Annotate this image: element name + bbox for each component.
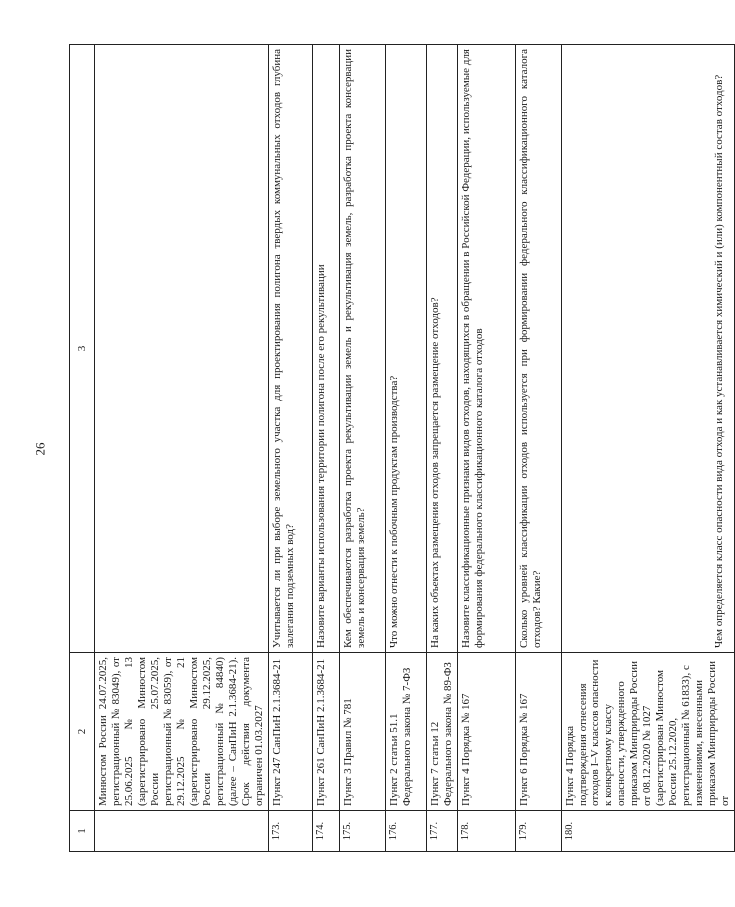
row-question: Учитывается ли при выборе земельного участка для проектирования полигона твердых коммунальных отходов глубина залегания подземных вод? <box>268 45 312 653</box>
row-source: Пункт 7 статьи 12 Федерального закона № 89-ФЗ <box>426 653 457 811</box>
row-number: 177. <box>426 811 457 852</box>
row-question: Назовите варианты использования территории полигона после его рекультивации <box>312 45 339 653</box>
page-number: 26 <box>32 442 48 456</box>
table-row <box>457 45 515 852</box>
row-source: Пункт 4 Порядка подтверждения отнесения отходов I–V классов опасности к конкретному классу опасности, утвержденного приказом Минприроды России от 08.12.2020 № 1027 (зарегистрирован Минюстом России 25.12.2020, регистрационный № 61833), с изменениями, внесенными приказом Минприроды России от <box>561 653 735 811</box>
header-col-question: 3 <box>70 45 95 653</box>
row-question: Чем определяется класс опасности вида отхода и как устанавливается химический и (или) компонентный состав отходов? <box>561 45 735 653</box>
row-source: Пункт 261 СанПиН 2.1.3684-21 <box>312 653 339 811</box>
table-row <box>312 45 339 852</box>
row-question: Сколько уровней классификации отходов используется при формировании федерального классификационного каталога отходов? Какие? <box>515 45 561 653</box>
row-question <box>95 45 269 653</box>
row-question: Назовите классификационные признаки видов отходов, находящихся в обращении в Российской Федерации, используемые для формирования федерального классификационного каталога отходов <box>457 45 515 653</box>
table-row <box>515 45 561 852</box>
row-number: 179. <box>515 811 561 852</box>
row-source: Пункт 2 статьи 51.1 Федерального закона № 7-ФЗ <box>385 653 426 811</box>
row-question: На каких объектах размещения отходов запрещается размещение отходов? <box>426 45 457 653</box>
table-row <box>426 45 457 852</box>
row-number: 176. <box>385 811 426 852</box>
table-row <box>268 45 312 852</box>
row-number: 174. <box>312 811 339 852</box>
row-number: 180. <box>561 811 735 852</box>
table-row <box>561 45 735 852</box>
questions-table <box>69 44 735 852</box>
row-number <box>95 811 269 852</box>
row-source: Пункт 247 СанПиН 2.1.3684-21 <box>268 653 312 811</box>
header-col-num: 1 <box>70 811 95 852</box>
table-row <box>95 45 269 852</box>
row-question: Кем обеспечиваются разработка проекта рекультивации земель и рекультивация земель, разработка проекта консервации земель и консервация земель? <box>339 45 385 653</box>
table-row <box>385 45 426 852</box>
table-header-row <box>70 45 95 852</box>
row-source: Минюстом России 24.07.2025, регистрационный № 83049), от 25.06.2025 № 13 (зарегистрировано Минюстом России 25.07.2025, регистрационный № 83059), от 29.12.2025 № 21 (зарегистрировано Минюстом России 29.12.2025, регистрационный № 84840) (далее – СанПиН 2.1.3684-21). Срок действия документа ограничен 01.03.2027 <box>95 653 269 811</box>
row-number: 175. <box>339 811 385 852</box>
row-number: 173. <box>268 811 312 852</box>
table-row <box>339 45 385 852</box>
rotated-table-container <box>69 45 732 852</box>
row-source: Пункт 4 Порядка № 167 <box>457 653 515 811</box>
header-col-source: 2 <box>70 653 95 811</box>
row-question: Что можно отнести к побочным продуктам производства? <box>385 45 426 653</box>
row-source: Пункт 3 Правил № 781 <box>339 653 385 811</box>
row-number: 178. <box>457 811 515 852</box>
row-source: Пункт 6 Порядка № 167 <box>515 653 561 811</box>
